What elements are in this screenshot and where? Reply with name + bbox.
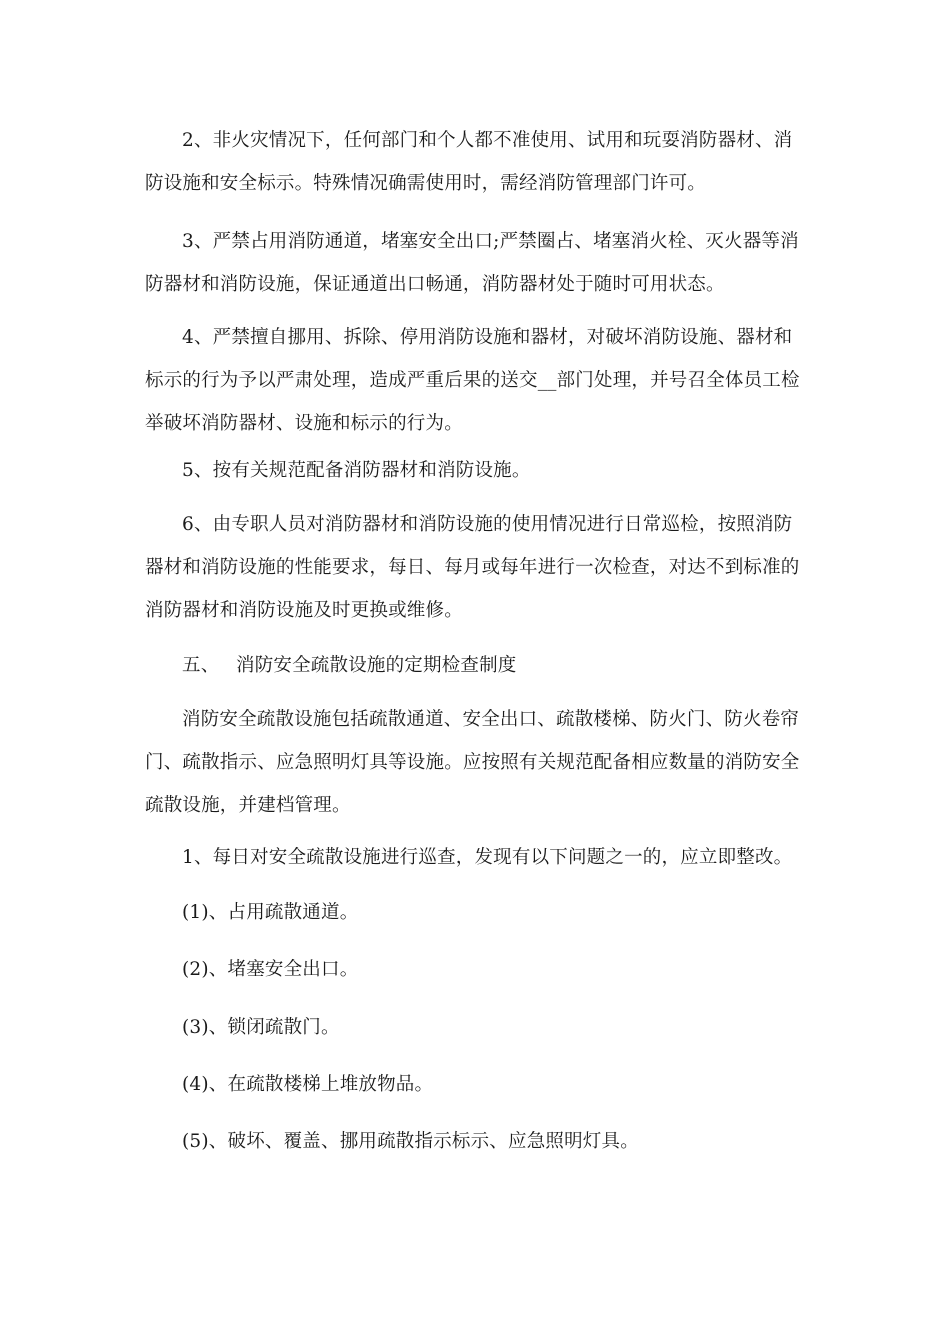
rule-1-paragraph: 1、每日对安全疏散设施进行巡查，发现有以下问题之一的，应立即整改。 — [182, 847, 793, 868]
sub-item-5: (5)、破坏、覆盖、挪用疏散指示标示、应急照明灯具。 — [182, 1131, 639, 1152]
paragraph-item-6: 6、由专职人员对消防器材和消防设施的使用情况进行日常巡检，按照消防器材和消防设施的性能要求，每日、每月或每年进行一次检查，对达不到标准的消防器材和消防设施及时更换或维修。 — [145, 514, 800, 621]
section-number: 五、 — [182, 655, 220, 676]
section-heading — [145, 644, 810, 687]
sub-item-2: (2)、堵塞安全出口。 — [182, 959, 359, 980]
sub-item-3: (3)、锁闭疏散门。 — [182, 1017, 340, 1038]
section-title: 消防安全疏散设施的定期检查制度 — [236, 655, 517, 676]
paragraph-item-4: 4、严禁擅自挪用、拆除、停用消防设施和器材，对破坏消防设施、器材和标示的行为予以严肃处理，造成严重后果的送交__部门处理，并号召全体员工检举破坏消防器材、设施和标示的行为。 — [145, 327, 800, 434]
paragraph-item-3: 3、严禁占用消防通道，堵塞安全出口;严禁圈占、堵塞消火栓、灭火器等消防器材和消防设施，保证通道出口畅通，消防器材处于随时可用状态。 — [145, 231, 799, 295]
section-intro-paragraph: 消防安全疏散设施包括疏散通道、安全出口、疏散楼梯、防火门、防火卷帘门、疏散指示、应急照明灯具等设施。应按照有关规范配备相应数量的消防安全疏散设施，并建档管理。 — [145, 709, 800, 816]
paragraph-item-5: 5、按有关规范配备消防器材和消防设施。 — [182, 460, 531, 481]
paragraph-item-2: 2、非火灾情况下，任何部门和个人都不准使用、试用和玩耍消防器材、消防设施和安全标示。特殊情况确需使用时，需经消防管理部门许可。 — [145, 130, 793, 194]
sub-item-4: (4)、在疏散楼梯上堆放物品。 — [182, 1074, 434, 1095]
sub-item-1: (1)、占用疏散通道。 — [182, 902, 359, 923]
